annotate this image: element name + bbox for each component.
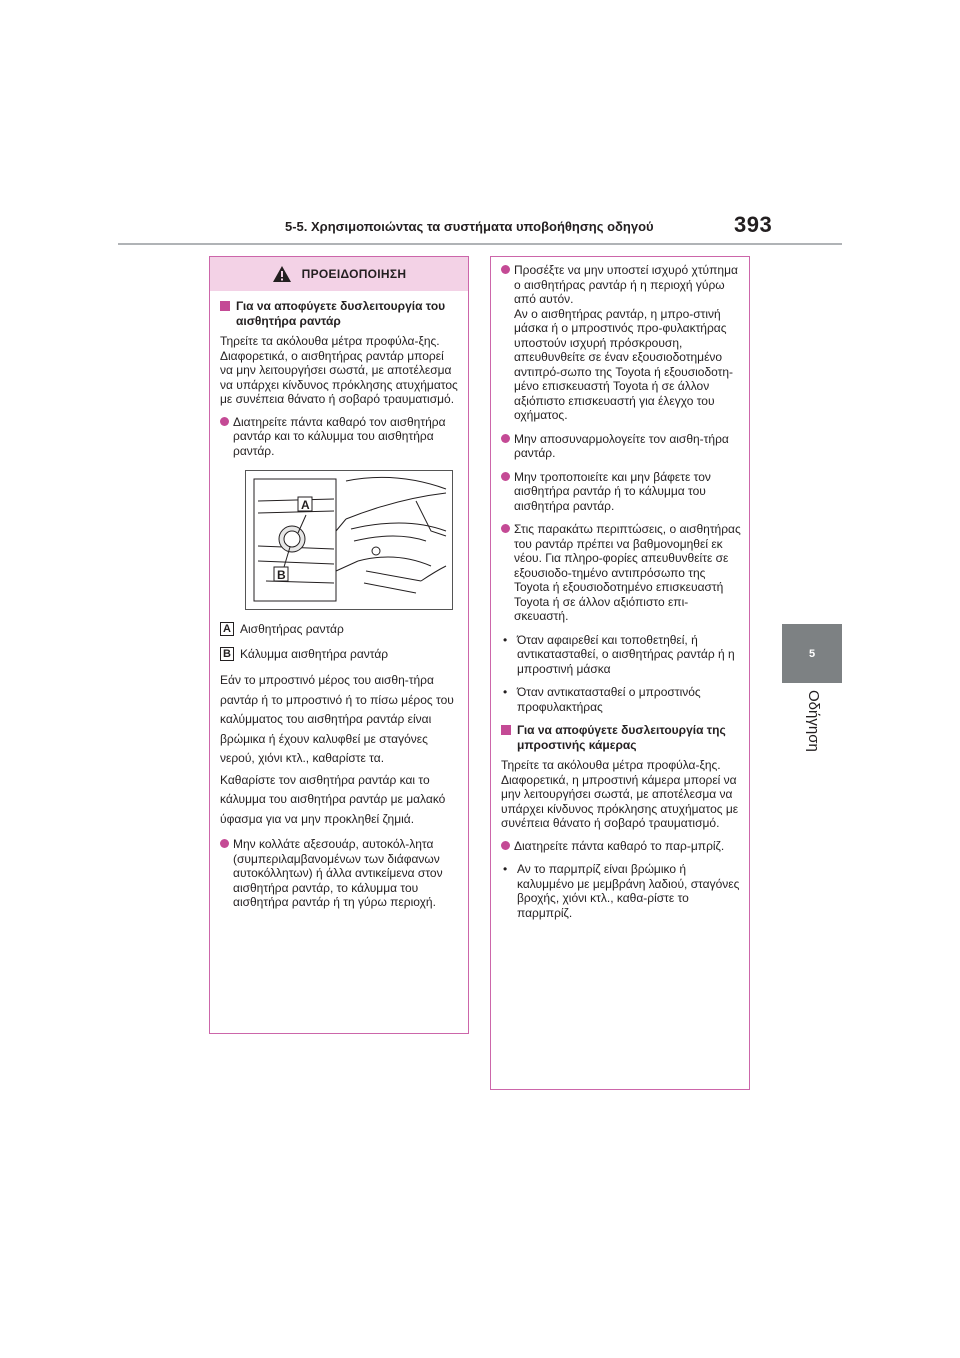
legend-item-a: A Αισθητήρας ραντάρ xyxy=(220,622,460,637)
circle-bullet-icon xyxy=(220,417,229,426)
list-item: Μην τροποποιείτε και μην βάφετε τον αισθητήρα ραντάρ ή το κάλυμμα του αισθητήρα ραντάρ. xyxy=(501,470,741,514)
dash-item: • Όταν αντικατασταθεί ο μπροστινός προφυλακτήρας xyxy=(503,685,701,714)
warning-box-right xyxy=(490,256,750,1090)
circle-bullet-icon xyxy=(501,265,510,274)
chapter-tab-label: Οδήγηση xyxy=(805,690,822,752)
warning-title: ΠΡΟΕΙΔΟΠΟΙΗΣΗ xyxy=(301,267,407,281)
circle-bullet-icon xyxy=(220,839,229,848)
circle-bullet-icon xyxy=(501,841,510,850)
list-item: Διατηρείτε πάντα καθαρό τον αισθητήρα ραντάρ και το κάλυμμα του αισθητήρα ραντάρ. xyxy=(220,415,460,459)
figure-label-b: B xyxy=(277,568,286,582)
list-item: Προσέξτε να μην υποστεί ισχυρό χτύπημα ο αισθητήρας ραντάρ ή η περιοχή γύρω από αυτόν. Αν ο αισθητήρας ραντάρ, η μπρο-στινή μάσκα ή ο μπροστινός προ-φυλακτήρας υποστούν ισχυρή πρόσκρουση, απευθυνθείτε σε έναν εξουσιοδοτημένο αντιπρό-σωπο της Toyota ή εξουσιοδοτη-μένο επισκευαστή Toyota ή σε άλλον αξιόπιστο επισκευαστή για έλεγχο του οχήματος. xyxy=(501,263,741,423)
list-item: Μην κολλάτε αξεσουάρ, αυτοκόλ-λητα (συμπεριλαμβανομένων των διάφανων αυτοκόλλητων) ή άλλα αντικείμενα στον αισθητήρα ραντάρ, το κάλυμμα του αισθητήρα ραντάρ ή τη γύρω περιοχή. xyxy=(220,837,460,910)
legend-marker-b: B xyxy=(220,647,234,661)
dash-item: • Αν το παρμπρίζ είναι βρώμικο ή καλυμμένο με μεμβράνη λαδιού, σταγόνες βροχής, χιόνι κτλ., καθα-ρίστε το παρμπρίζ. xyxy=(503,862,740,920)
dash-item: • Όταν αφαιρεθεί και τοποθετηθεί, ή αντικατασταθεί, ο αισθητήρας ραντάρ ή η μπροστινή μάσκα xyxy=(503,632,735,676)
square-bullet-icon xyxy=(220,301,230,311)
warning-header xyxy=(210,257,468,291)
car-front-drawing xyxy=(246,471,450,607)
page-number: 393 xyxy=(734,212,773,237)
figure-label-a: A xyxy=(301,498,310,512)
circle-bullet-icon xyxy=(501,472,510,481)
section-intro: Τηρείτε τα ακόλουθα μέτρα προφύλα-ξης. Διαφορετικά, η μπροστινή κάμερα μπορεί να μην λειτουργήσει σωστά, με αποτέλεσμα να υπάρχει κίνδυνος πρόκλησης ατυχήματος με συνέπεια θάνατο ή σοβαρό τραυματισμό. xyxy=(501,758,739,830)
header-divider xyxy=(118,243,842,245)
warning-box-left xyxy=(209,256,469,1034)
legend-item-b: B Κάλυμμα αισθητήρα ραντάρ xyxy=(220,647,460,662)
circle-bullet-icon xyxy=(501,524,510,533)
section-heading: Για να αποφύγετε δυσλειτουργία του αισθητήρα ραντάρ xyxy=(220,299,460,328)
list-item: Μην αποσυναρμολογείτε τον αισθη-τήρα ραντάρ. xyxy=(501,432,741,461)
square-bullet-icon xyxy=(501,725,511,735)
section-intro: Τηρείτε τα ακόλουθα μέτρα προφύλα-ξης. Διαφορετικά, ο αισθητήρας ραντάρ μπορεί να μην λειτουργήσει σωστά, με αποτέλεσμα να υπάρχει κίνδυνος πρόκλησης ατυχήματος με συνέπεια θάνατο ή σοβαρό τραυματισμό. xyxy=(220,334,458,406)
warning-triangle-icon xyxy=(272,265,292,283)
chapter-tab-number: 5 xyxy=(782,624,842,683)
paragraph: Καθαρίστε τον αισθητήρα ραντάρ και το κάλυμμα του αισθητήρα ραντάρ με μαλακό ύφασμα για να μην προκληθεί ζημιά. xyxy=(220,772,446,826)
circle-bullet-icon xyxy=(501,434,510,443)
paragraph: Εάν το μπροστινό μέρος του αισθη-τήρα ραντάρ ή το μπροστινό ή το πίσω μέρος του καλύμματος του αισθητήρα ραντάρ είναι βρώμικα ή έχουν καλυφθεί με σταγόνες νερού, χιόνι κτλ., καθαρίστε τα. xyxy=(220,673,454,765)
section-heading: Για να αποφύγετε δυσλειτουργία της μπροστινής κάμερας xyxy=(501,723,741,752)
list-item: Διατηρείτε πάντα καθαρό το παρ-μπρίζ. xyxy=(501,839,741,854)
section-title: 5-5. Χρησιμοποιώντας τα συστήματα υποβοήθησης οδηγού xyxy=(285,219,654,234)
radar-sensor-illustration xyxy=(245,470,453,610)
list-item: Στις παρακάτω περιπτώσεις, ο αισθητήρας του ραντάρ πρέπει να βαθμονομηθεί εκ νέου. Για πληρο-φορίες απευθυνθείτε σε εξουσιοδο-τημένο αντιπρόσωπο της Toyota ή εξουσιοδοτημένο επισκευαστή Toyota ή σε άλλον αξιόπιστο επι-σκευαστή. xyxy=(501,522,741,624)
legend-marker-a: A xyxy=(220,622,234,636)
